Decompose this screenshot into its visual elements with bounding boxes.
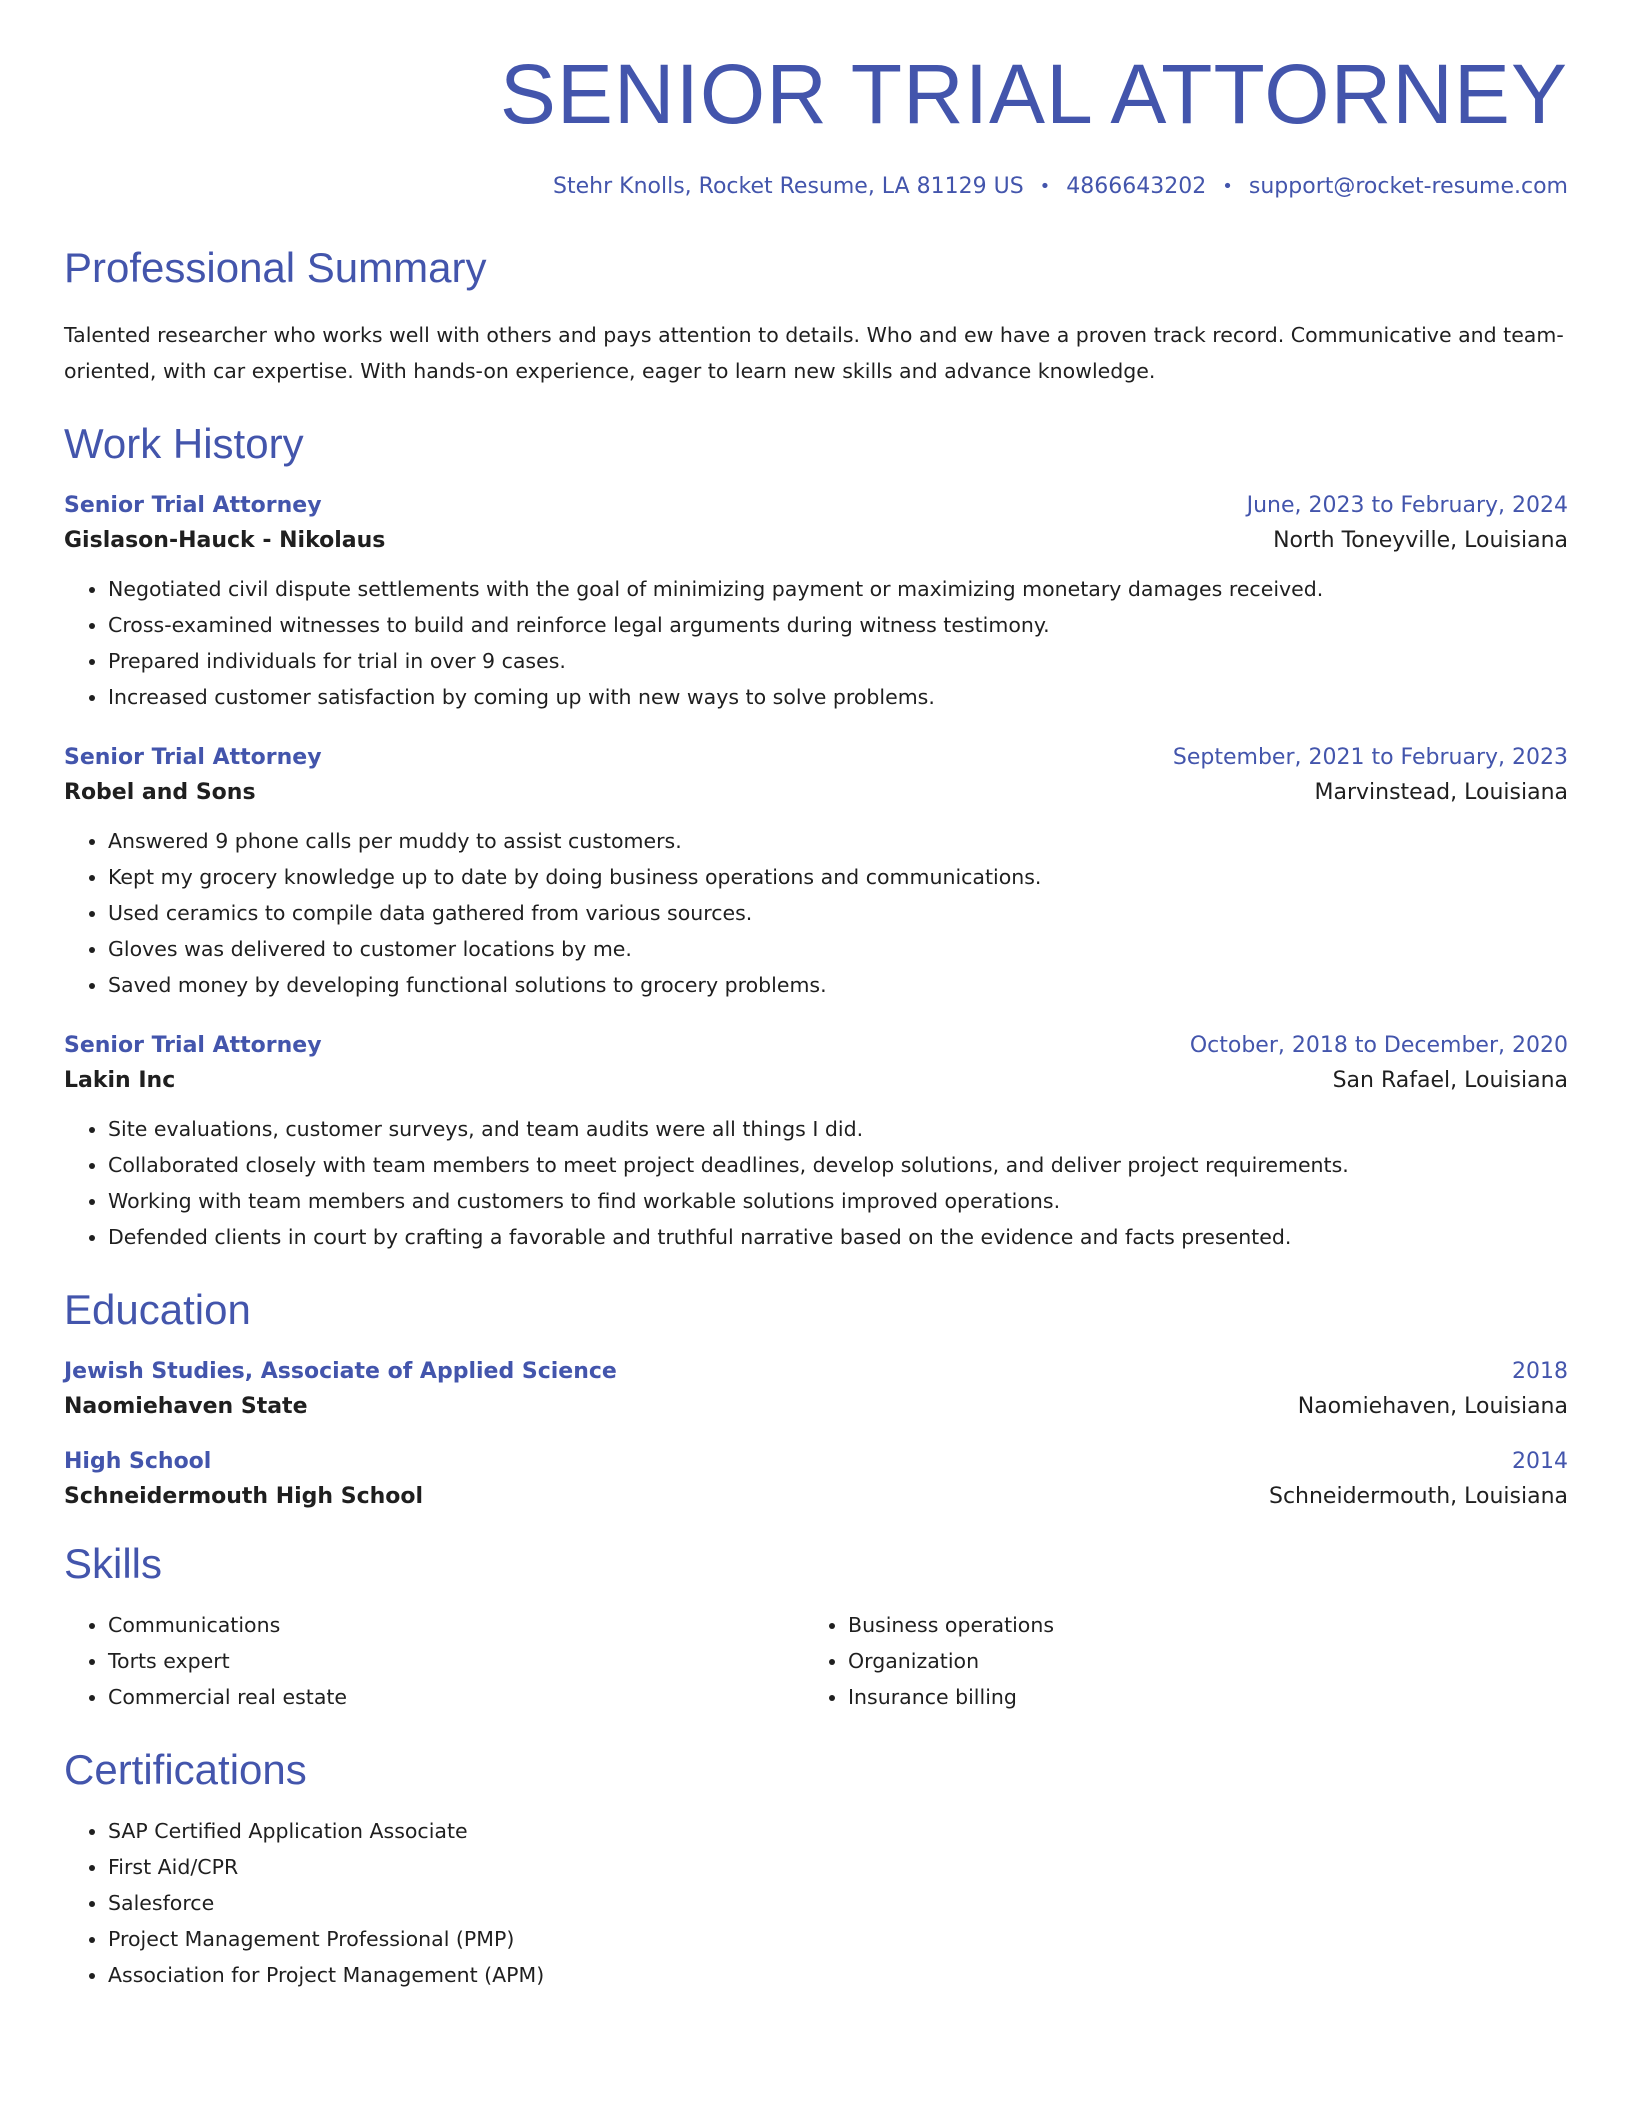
skill-item: • Organization xyxy=(848,1643,1544,1679)
contact-line xyxy=(64,174,1568,199)
job-company: Robel and Sons xyxy=(64,780,256,805)
summary-heading: Professional Summary xyxy=(64,244,487,291)
education-heading: Education xyxy=(64,1286,251,1333)
job-bullet: • Site evaluations, customer surveys, and team audits were all things I did. xyxy=(108,1111,1568,1147)
skills-columns xyxy=(64,1607,1568,1715)
skills-list-right xyxy=(804,1607,1544,1715)
job-dates: September, 2021 to February, 2023 xyxy=(1172,745,1568,770)
skills-list-left xyxy=(64,1607,804,1715)
certifications-list xyxy=(64,1813,1568,1993)
certification-item: • Association for Project Management (APM) xyxy=(108,1957,1568,1993)
job-bullet: • Increased customer satisfaction by coming up with new ways to solve problems. xyxy=(108,679,1568,715)
certification-item: • SAP Certified Application Associate xyxy=(108,1813,1568,1849)
job-bullet: • Gloves was delivered to customer locations by me. xyxy=(108,931,1568,967)
job-company: Gislason-Hauck - Nikolaus xyxy=(64,528,386,553)
job-company: Lakin Inc xyxy=(64,1068,176,1093)
job-bullets xyxy=(64,1111,1568,1255)
job-bullet: • Negotiated civil dispute settlements with the goal of minimizing payment or maximizing monetary damages received. xyxy=(108,571,1568,607)
job-title: Senior Trial Attorney xyxy=(64,1033,322,1058)
skill-item: • Commercial real estate xyxy=(108,1679,804,1715)
job-entry xyxy=(64,493,1568,715)
job-bullet: • Saved money by developing functional solutions to grocery problems. xyxy=(108,967,1568,1003)
contact-separator: • xyxy=(1039,176,1051,197)
education-degree: High School xyxy=(64,1449,212,1474)
job-bullet: • Collaborated closely with team members to meet project deadlines, develop solutions, and deliver project requirements. xyxy=(108,1147,1568,1183)
job-entry xyxy=(64,1033,1568,1255)
job-dates: June, 2023 to February, 2024 xyxy=(1246,493,1568,518)
certification-item: • Salesforce xyxy=(108,1885,1568,1921)
education-school: Naomiehaven State xyxy=(64,1394,308,1419)
job-bullet: • Working with team members and customers to find workable solutions improved operations. xyxy=(108,1183,1568,1219)
job-title: Senior Trial Attorney xyxy=(64,493,322,518)
skill-item: • Torts expert xyxy=(108,1643,804,1679)
job-entry xyxy=(64,745,1568,1003)
summary-text: Talented researcher who works well with others and pays attention to details. Who and ew have a proven track record. Communicative and team-oriented, with car expertise. With hands-on experience, eager to learn new skills and advance knowledge. xyxy=(64,323,1564,383)
contact-separator: • xyxy=(1222,176,1233,197)
job-bullet: • Kept my grocery knowledge up to date by doing business operations and communications. xyxy=(108,859,1568,895)
education-section xyxy=(64,1286,1568,1509)
contact-address: Stehr Knolls, Rocket Resume, LA 81129 US xyxy=(553,174,1024,199)
skill-item: • Insurance billing xyxy=(848,1679,1544,1715)
job-bullets xyxy=(64,571,1568,715)
job-dates: October, 2018 to December, 2020 xyxy=(1189,1033,1568,1058)
job-location: San Rafael, Louisiana xyxy=(1332,1068,1568,1093)
job-location: North Toneyville, Louisiana xyxy=(1273,528,1568,553)
job-location: Marvinstead, Louisiana xyxy=(1314,780,1568,805)
job-bullet: • Used ceramics to compile data gathered from various sources. xyxy=(108,895,1568,931)
job-bullet: • Prepared individuals for trial in over 9 cases. xyxy=(108,643,1568,679)
certification-item: • Project Management Professional (PMP) xyxy=(108,1921,1568,1957)
job-bullets xyxy=(64,823,1568,1003)
job-title: Senior Trial Attorney xyxy=(64,745,322,770)
education-year: 2018 xyxy=(1512,1359,1568,1384)
education-location: Schneidermouth, Louisiana xyxy=(1268,1484,1568,1509)
education-school: Schneidermouth High School xyxy=(64,1484,424,1509)
education-year: 2014 xyxy=(1512,1449,1568,1474)
candidate-name: SENIOR TRIAL ATTORNEY xyxy=(499,47,1568,141)
skills-heading: Skills xyxy=(64,1540,163,1587)
job-bullet: • Cross-examined witnesses to build and reinforce legal arguments during witness testimony. xyxy=(108,607,1568,643)
certification-item: • First Aid/CPR xyxy=(108,1849,1568,1885)
work-history-heading: Work History xyxy=(64,420,304,467)
skill-item: • Communications xyxy=(108,1607,804,1643)
work-history-section xyxy=(64,420,1568,1255)
resume-header xyxy=(64,0,1568,199)
contact-phone: 4866643202 xyxy=(1066,174,1207,199)
education-location: Naomiehaven, Louisiana xyxy=(1297,1394,1568,1419)
education-degree: Jewish Studies, Associate of Applied Science xyxy=(64,1359,617,1384)
skills-section xyxy=(64,1540,1568,1715)
certifications-heading: Certifications xyxy=(64,1746,307,1793)
job-bullet: • Defended clients in court by crafting a favorable and truthful narrative based on the evidence and facts presented. xyxy=(108,1219,1568,1255)
education-entry xyxy=(64,1359,1568,1419)
certifications-section xyxy=(64,1746,1568,1993)
education-entry xyxy=(64,1449,1568,1509)
skill-item: • Business operations xyxy=(848,1607,1544,1643)
contact-email: support@rocket-resume.com xyxy=(1248,174,1568,199)
job-bullet: • Answered 9 phone calls per muddy to assist customers. xyxy=(108,823,1568,859)
